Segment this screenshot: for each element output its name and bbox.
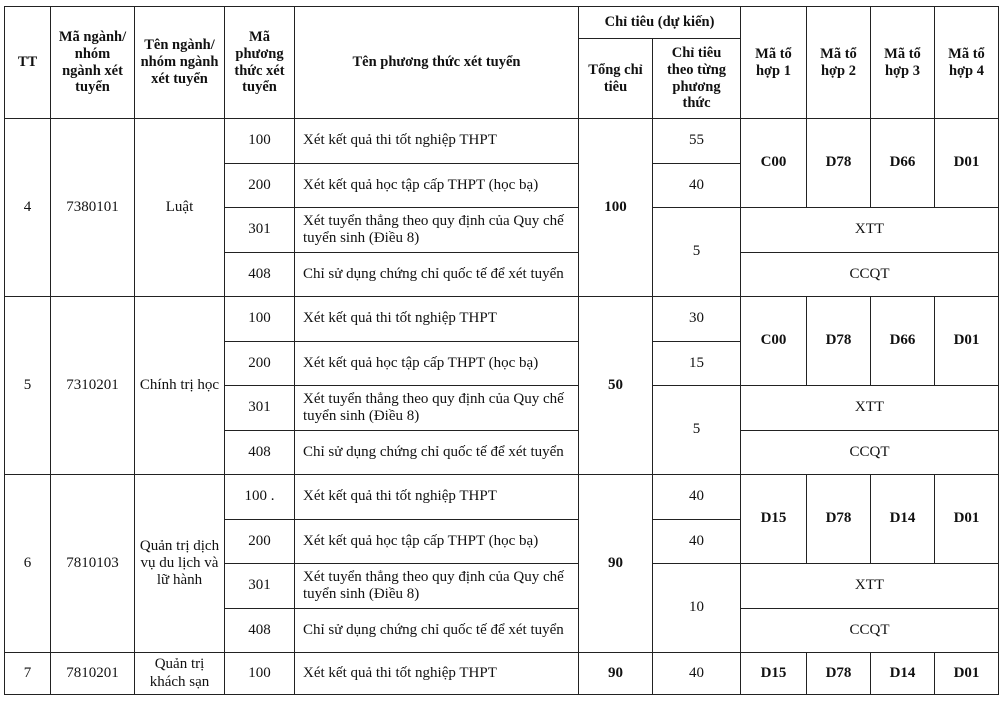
cell-to-hop-1: C00 <box>741 297 807 386</box>
cell-ten-phuong-thuc: Xét kết quả thi tốt nghiệp THPT <box>295 475 579 520</box>
cell-ma-phuong-thuc: 100 <box>225 297 295 342</box>
cell-ma-phuong-thuc: 200 <box>225 341 295 386</box>
cell-chi-tieu: 30 <box>653 297 741 342</box>
cell-ten-phuong-thuc: Chỉ sử dụng chứng chỉ quốc tế để xét tuyển <box>295 608 579 653</box>
cell-ten-nganh: Luật <box>135 119 225 297</box>
cell-ten-phuong-thuc: Xét kết quả thi tốt nghiệp THPT <box>295 119 579 164</box>
cell-xtt: XTT <box>741 386 999 431</box>
cell-to-hop-1: D15 <box>741 653 807 695</box>
cell-ten-phuong-thuc: Xét tuyển thẳng theo quy định của Quy chế tuyển sinh (Điều 8) <box>295 208 579 253</box>
cell-ten-phuong-thuc: Xét tuyển thẳng theo quy định của Quy chế tuyển sinh (Điều 8) <box>295 564 579 609</box>
cell-tong-chi-tieu: 90 <box>579 475 653 653</box>
cell-ma-phuong-thuc: 100 . <box>225 475 295 520</box>
cell-ten-phuong-thuc: Chỉ sử dụng chứng chỉ quốc tế để xét tuyển <box>295 252 579 297</box>
cell-to-hop-1: C00 <box>741 119 807 208</box>
table-row <box>5 297 999 342</box>
cell-tt: 5 <box>5 297 51 475</box>
header-to-hop-2: Mã tổ hợp 2 <box>807 7 871 119</box>
cell-to-hop-3: D66 <box>871 119 935 208</box>
cell-chi-tieu: 5 <box>653 386 741 475</box>
cell-chi-tieu: 55 <box>653 119 741 164</box>
cell-ten-nganh: Quản trị khách sạn <box>135 653 225 695</box>
cell-to-hop-2: D78 <box>807 297 871 386</box>
cell-chi-tieu: 15 <box>653 341 741 386</box>
cell-ten-phuong-thuc: Xét kết quả thi tốt nghiệp THPT <box>295 297 579 342</box>
cell-tong-chi-tieu: 90 <box>579 653 653 695</box>
header-to-hop-3: Mã tổ hợp 3 <box>871 7 935 119</box>
cell-tong-chi-tieu: 50 <box>579 297 653 475</box>
cell-to-hop-3: D14 <box>871 475 935 564</box>
header-ma-phuong-thuc: Mã phương thức xét tuyển <box>225 7 295 119</box>
cell-ma-phuong-thuc: 100 <box>225 119 295 164</box>
cell-ma-phuong-thuc: 408 <box>225 430 295 475</box>
cell-chi-tieu: 40 <box>653 653 741 695</box>
cell-ma-phuong-thuc: 408 <box>225 252 295 297</box>
header-tt: TT <box>5 7 51 119</box>
cell-ma-nganh: 7380101 <box>51 119 135 297</box>
header-ten-phuong-thuc: Tên phương thức xét tuyển <box>295 7 579 119</box>
cell-ten-nganh: Chính trị học <box>135 297 225 475</box>
cell-tong-chi-tieu: 100 <box>579 119 653 297</box>
cell-chi-tieu: 5 <box>653 208 741 297</box>
cell-to-hop-3: D66 <box>871 297 935 386</box>
cell-xtt: XTT <box>741 208 999 253</box>
cell-ccqt: CCQT <box>741 608 999 653</box>
cell-xtt: XTT <box>741 564 999 609</box>
cell-to-hop-4: D01 <box>935 475 999 564</box>
header-chi-tieu-phuong-thuc: Chỉ tiêu theo từng phương thức <box>653 39 741 119</box>
cell-ten-phuong-thuc: Chỉ sử dụng chứng chỉ quốc tế để xét tuyển <box>295 430 579 475</box>
cell-ten-nganh: Quản trị dịch vụ du lịch và lữ hành <box>135 475 225 653</box>
cell-ten-phuong-thuc: Xét kết quả học tập cấp THPT (học bạ) <box>295 341 579 386</box>
table-row <box>5 653 999 695</box>
cell-tt: 4 <box>5 119 51 297</box>
header-ma-nganh: Mã ngành/ nhóm ngành xét tuyển <box>51 7 135 119</box>
cell-to-hop-4: D01 <box>935 653 999 695</box>
cell-ten-phuong-thuc: Xét kết quả học tập cấp THPT (học bạ) <box>295 163 579 208</box>
header-chi-tieu: Chỉ tiêu (dự kiến) <box>579 7 741 39</box>
cell-ma-nganh: 7810201 <box>51 653 135 695</box>
cell-to-hop-1: D15 <box>741 475 807 564</box>
cell-ma-phuong-thuc: 301 <box>225 386 295 431</box>
header-ten-nganh: Tên ngành/ nhóm ngành xét tuyển <box>135 7 225 119</box>
cell-tt: 6 <box>5 475 51 653</box>
cell-chi-tieu: 40 <box>653 475 741 520</box>
cell-to-hop-2: D78 <box>807 653 871 695</box>
cell-ma-phuong-thuc: 301 <box>225 564 295 609</box>
cell-ten-phuong-thuc: Xét kết quả học tập cấp THPT (học bạ) <box>295 519 579 564</box>
cell-ten-phuong-thuc: Xét kết quả thi tốt nghiệp THPT <box>295 653 579 695</box>
cell-ma-phuong-thuc: 100 <box>225 653 295 695</box>
cell-ccqt: CCQT <box>741 430 999 475</box>
cell-tt: 7 <box>5 653 51 695</box>
cell-to-hop-3: D14 <box>871 653 935 695</box>
cell-ten-phuong-thuc: Xét tuyển thẳng theo quy định của Quy chế tuyển sinh (Điều 8) <box>295 386 579 431</box>
cell-chi-tieu: 40 <box>653 163 741 208</box>
cell-ma-phuong-thuc: 408 <box>225 608 295 653</box>
table-row <box>5 119 999 164</box>
admission-table <box>4 6 999 695</box>
cell-chi-tieu: 10 <box>653 564 741 653</box>
cell-ma-phuong-thuc: 301 <box>225 208 295 253</box>
table-row <box>5 475 999 520</box>
cell-ccqt: CCQT <box>741 252 999 297</box>
cell-to-hop-4: D01 <box>935 119 999 208</box>
cell-ma-nganh: 7310201 <box>51 297 135 475</box>
cell-ma-phuong-thuc: 200 <box>225 163 295 208</box>
cell-to-hop-2: D78 <box>807 119 871 208</box>
cell-ma-nganh: 7810103 <box>51 475 135 653</box>
cell-ma-phuong-thuc: 200 <box>225 519 295 564</box>
cell-to-hop-4: D01 <box>935 297 999 386</box>
header-to-hop-1: Mã tổ hợp 1 <box>741 7 807 119</box>
cell-to-hop-2: D78 <box>807 475 871 564</box>
header-tong-chi-tieu: Tổng chỉ tiêu <box>579 39 653 119</box>
header-to-hop-4: Mã tổ hợp 4 <box>935 7 999 119</box>
cell-chi-tieu: 40 <box>653 519 741 564</box>
